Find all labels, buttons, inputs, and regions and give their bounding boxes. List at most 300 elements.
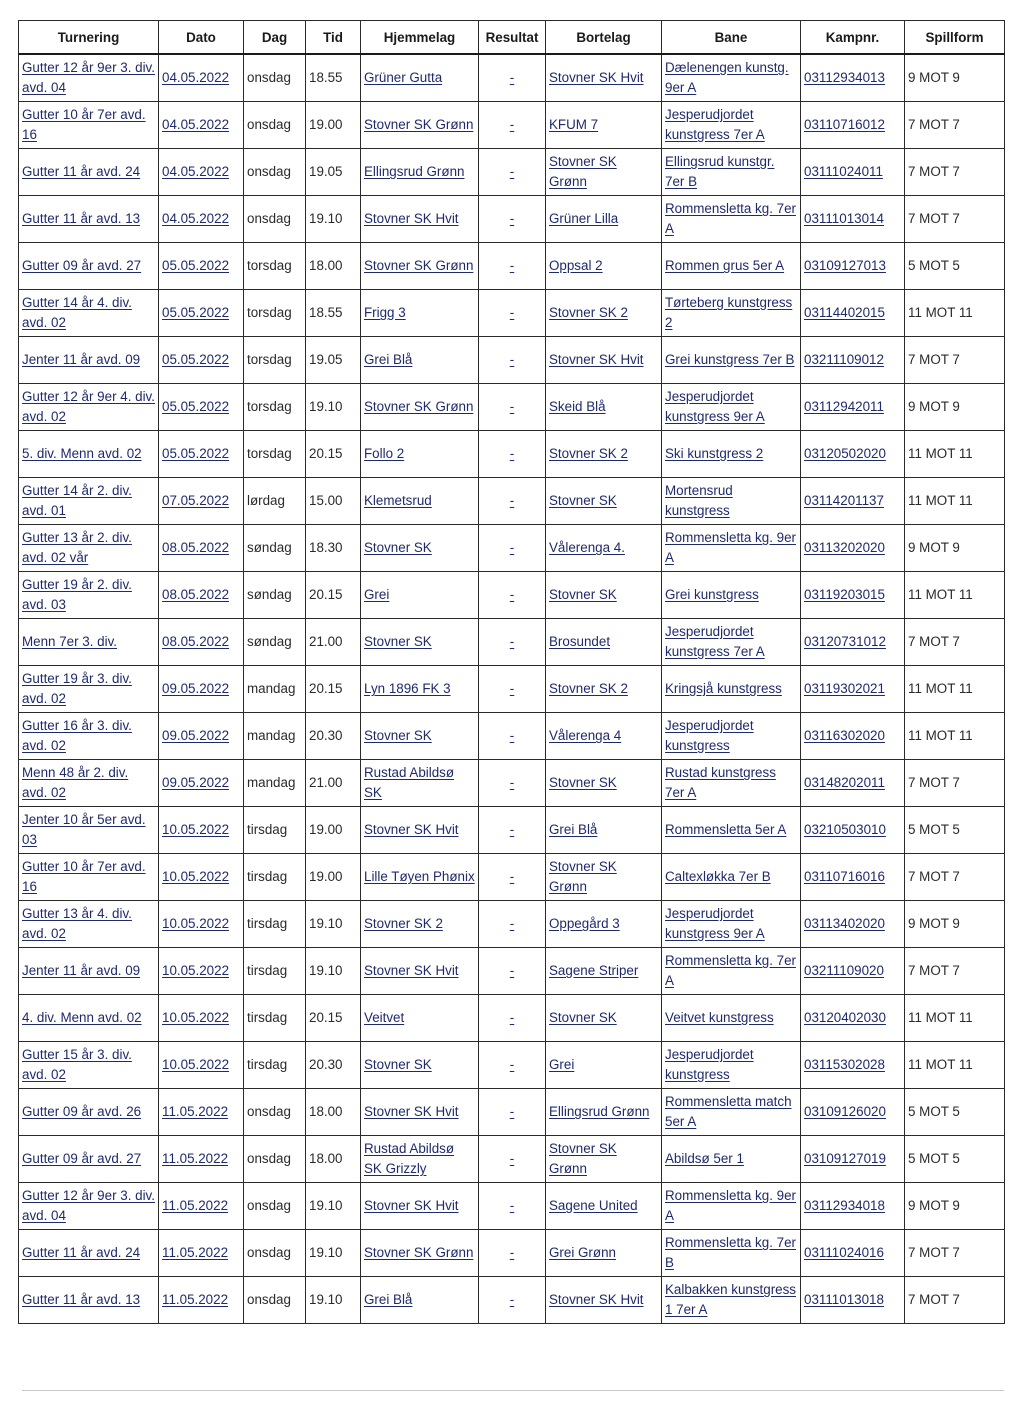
- tournament-link[interactable]: Gutter 11 år avd. 13: [22, 211, 141, 226]
- away-team-link[interactable]: Stovner SK 2: [549, 681, 628, 696]
- home-team-link[interactable]: Grei Blå: [364, 1292, 413, 1307]
- field-link[interactable]: Dælenengen kunstg. 9er A: [665, 60, 789, 95]
- result-link[interactable]: -: [509, 1151, 515, 1166]
- hjemmelag-cell: [361, 431, 479, 478]
- bane-cell: [662, 1136, 801, 1183]
- away-team-link[interactable]: Ellingsrud Grønn: [549, 1104, 650, 1119]
- bortelag-cell: [546, 337, 662, 384]
- kampnr-cell: [801, 337, 905, 384]
- date-link[interactable]: 10.05.2022: [162, 1057, 230, 1072]
- resultat-cell: [479, 995, 546, 1042]
- date-link[interactable]: 04.05.2022: [162, 164, 230, 179]
- home-team-link[interactable]: Stovner SK: [364, 634, 432, 649]
- kampnr-cell: [801, 572, 905, 619]
- tournament-link[interactable]: Gutter 19 år 2. div. avd. 03: [22, 577, 132, 612]
- date-link[interactable]: 04.05.2022: [162, 117, 230, 132]
- table-row: [19, 431, 1005, 478]
- tournament-link[interactable]: Jenter 11 år avd. 09: [22, 352, 141, 367]
- tournament-link[interactable]: Gutter 13 år 2. div. avd. 02 vår: [22, 530, 132, 565]
- kampnr-cell: [801, 384, 905, 431]
- dag-cell: torsdag: [244, 337, 306, 384]
- home-team-link[interactable]: Stovner SK Grønn: [364, 1245, 474, 1260]
- spillform-cell: 7 MOT 7: [905, 102, 1005, 149]
- field-link[interactable]: Rommensletta kg. 9er A: [665, 530, 796, 565]
- hjemmelag-cell: [361, 995, 479, 1042]
- away-team-link[interactable]: Stovner SK 2: [549, 305, 628, 320]
- away-team-link[interactable]: Stovner SK Grønn: [549, 859, 617, 894]
- away-team-link[interactable]: Grei: [549, 1057, 575, 1072]
- field-link[interactable]: Jesperudjordet kunstgress 7er A: [665, 107, 765, 142]
- field-link[interactable]: Veitvet kunstgress: [665, 1010, 774, 1025]
- field-link[interactable]: Kalbakken kunstgress 1 7er A: [665, 1282, 797, 1317]
- dato-cell: [159, 713, 244, 760]
- home-team-link[interactable]: Klemetsrud: [364, 493, 432, 508]
- resultat-cell: [479, 149, 546, 196]
- tournament-link[interactable]: Gutter 11 år avd. 24: [22, 164, 141, 179]
- spillform-cell: 9 MOT 9: [905, 1183, 1005, 1230]
- resultat-cell: [479, 196, 546, 243]
- home-team-link[interactable]: Stovner SK 2: [364, 916, 443, 931]
- match-number-link[interactable]: 03120402030: [804, 1010, 886, 1025]
- date-link[interactable]: 04.05.2022: [162, 211, 230, 226]
- match-number-link[interactable]: 03112934018: [804, 1198, 885, 1213]
- field-link[interactable]: Jesperudjordet kunstgress 9er A: [665, 389, 765, 424]
- match-number-link[interactable]: 03148202011: [804, 775, 885, 790]
- home-team-link[interactable]: Veitvet: [364, 1010, 405, 1025]
- dato-cell: [159, 54, 244, 102]
- kampnr-cell: [801, 243, 905, 290]
- field-link[interactable]: Mortensrud kunstgress: [665, 483, 733, 518]
- result-link[interactable]: -: [509, 211, 515, 226]
- tournament-link[interactable]: Gutter 19 år 3. div. avd. 02: [22, 671, 132, 706]
- spillform-cell: 5 MOT 5: [905, 1136, 1005, 1183]
- page-bottom-rule: [22, 1390, 1004, 1391]
- tid-cell: 20.15: [306, 995, 361, 1042]
- turnering-cell: [19, 1277, 159, 1324]
- result-link[interactable]: -: [509, 399, 515, 414]
- home-team-link[interactable]: Lyn 1896 FK 3: [364, 681, 451, 696]
- tournament-link[interactable]: Gutter 12 år 9er 4. div. avd. 02: [22, 389, 155, 424]
- result-link[interactable]: -: [509, 493, 515, 508]
- dag-cell: onsdag: [244, 149, 306, 196]
- dag-cell: tirsdag: [244, 948, 306, 995]
- resultat-cell: [479, 102, 546, 149]
- date-link[interactable]: 11.05.2022: [162, 1151, 229, 1166]
- hjemmelag-cell: [361, 1089, 479, 1136]
- bane-cell: [662, 854, 801, 901]
- field-link[interactable]: Rommensletta kg. 7er B: [665, 1235, 796, 1270]
- home-team-link[interactable]: Stovner SK Hvit: [364, 822, 459, 837]
- table-row: [19, 337, 1005, 384]
- hjemmelag-cell: [361, 243, 479, 290]
- field-link[interactable]: Grei kunstgress: [665, 587, 759, 602]
- away-team-link[interactable]: Brosundet: [549, 634, 611, 649]
- kampnr-cell: [801, 854, 905, 901]
- away-team-link[interactable]: Stovner SK: [549, 775, 617, 790]
- match-number-link[interactable]: 03109127019: [804, 1151, 886, 1166]
- field-link[interactable]: Rommen grus 5er A: [665, 258, 785, 273]
- away-team-link[interactable]: Grei Grønn: [549, 1245, 616, 1260]
- date-link[interactable]: 11.05.2022: [162, 1292, 229, 1307]
- match-number-link[interactable]: 03111013014: [804, 211, 884, 226]
- date-link[interactable]: 05.05.2022: [162, 446, 230, 461]
- field-link[interactable]: Rommensletta kg. 7er A: [665, 201, 796, 236]
- date-link[interactable]: 11.05.2022: [162, 1198, 229, 1213]
- tournament-link[interactable]: Menn 7er 3. div.: [22, 634, 118, 649]
- bane-cell: [662, 478, 801, 525]
- date-link[interactable]: 05.05.2022: [162, 258, 230, 273]
- tournament-link[interactable]: Gutter 09 år avd. 27: [22, 258, 142, 273]
- away-team-link[interactable]: Stovner SK: [549, 1010, 617, 1025]
- bane-cell: [662, 102, 801, 149]
- home-team-link[interactable]: Ellingsrud Grønn: [364, 164, 465, 179]
- date-link[interactable]: 10.05.2022: [162, 963, 230, 978]
- away-team-link[interactable]: Oppsal 2: [549, 258, 603, 273]
- resultat-cell: [479, 1136, 546, 1183]
- tournament-link[interactable]: Gutter 09 år avd. 26: [22, 1104, 142, 1119]
- field-link[interactable]: Caltexløkka 7er B: [665, 869, 771, 884]
- kampnr-cell: [801, 901, 905, 948]
- away-team-link[interactable]: Vålerenga 4: [549, 728, 622, 743]
- date-link[interactable]: 10.05.2022: [162, 916, 230, 931]
- tournament-link[interactable]: Gutter 15 år 3. div. avd. 02: [22, 1047, 132, 1082]
- resultat-cell: [479, 572, 546, 619]
- match-number-link[interactable]: 03115302028: [804, 1057, 885, 1072]
- col-header-tid: Tid: [306, 21, 361, 55]
- result-link[interactable]: -: [509, 1057, 515, 1072]
- match-number-link[interactable]: 03210503010: [804, 822, 886, 837]
- result-link[interactable]: -: [509, 822, 515, 837]
- match-number-link[interactable]: 03112934013: [804, 70, 885, 85]
- resultat-cell: [479, 1183, 546, 1230]
- dag-cell: mandag: [244, 713, 306, 760]
- table-row: [19, 760, 1005, 807]
- dato-cell: [159, 760, 244, 807]
- away-team-link[interactable]: Stovner SK 2: [549, 446, 628, 461]
- turnering-cell: [19, 54, 159, 102]
- result-link[interactable]: -: [509, 634, 515, 649]
- turnering-cell: [19, 149, 159, 196]
- match-number-link[interactable]: 03110716016: [804, 869, 885, 884]
- match-number-link[interactable]: 03111024011: [804, 164, 883, 179]
- tournament-link[interactable]: Gutter 10 år 7er avd. 16: [22, 859, 146, 894]
- away-team-link[interactable]: Stovner SK: [549, 587, 617, 602]
- date-link[interactable]: 08.05.2022: [162, 634, 230, 649]
- dag-cell: søndag: [244, 619, 306, 666]
- spillform-cell: 11 MOT 11: [905, 1042, 1005, 1089]
- bortelag-cell: [546, 196, 662, 243]
- away-team-link[interactable]: Grüner Lilla: [549, 211, 619, 226]
- result-link[interactable]: -: [509, 117, 515, 132]
- field-link[interactable]: Jesperudjordet kunstgress: [665, 718, 754, 753]
- field-link[interactable]: Ellingsrud kunstgr. 7er B: [665, 154, 775, 189]
- match-number-link[interactable]: 03211109020: [804, 963, 884, 978]
- field-link[interactable]: Kringsjå kunstgress: [665, 681, 782, 696]
- result-link[interactable]: -: [509, 305, 515, 320]
- field-link[interactable]: Abildsø 5er 1: [665, 1151, 744, 1166]
- col-header-dato: Dato: [159, 21, 244, 55]
- table-row: [19, 243, 1005, 290]
- date-link[interactable]: 07.05.2022: [162, 493, 230, 508]
- date-link[interactable]: 10.05.2022: [162, 822, 230, 837]
- home-team-link[interactable]: Lille Tøyen Phønix: [364, 869, 475, 884]
- result-link[interactable]: -: [509, 70, 515, 85]
- result-link[interactable]: -: [509, 446, 515, 461]
- date-link[interactable]: 05.05.2022: [162, 305, 230, 320]
- match-number-link[interactable]: 03109127013: [804, 258, 886, 273]
- hjemmelag-cell: [361, 713, 479, 760]
- bane-cell: [662, 196, 801, 243]
- home-team-link[interactable]: Grei: [364, 587, 390, 602]
- match-number-link[interactable]: 03114201137: [804, 493, 884, 508]
- dag-cell: onsdag: [244, 1183, 306, 1230]
- turnering-cell: [19, 1230, 159, 1277]
- tid-cell: 19.10: [306, 1183, 361, 1230]
- resultat-cell: [479, 1230, 546, 1277]
- home-team-link[interactable]: Grüner Gutta: [364, 70, 443, 85]
- field-link[interactable]: Rustad kunstgress 7er A: [665, 765, 776, 800]
- date-link[interactable]: 09.05.2022: [162, 775, 230, 790]
- spillform-cell: 11 MOT 11: [905, 478, 1005, 525]
- hjemmelag-cell: [361, 1230, 479, 1277]
- date-link[interactable]: 11.05.2022: [162, 1104, 229, 1119]
- home-team-link[interactable]: Frigg 3: [364, 305, 406, 320]
- bane-cell: [662, 1089, 801, 1136]
- match-number-link[interactable]: 03113402020: [804, 916, 885, 931]
- away-team-link[interactable]: Grei Blå: [549, 822, 598, 837]
- dag-cell: onsdag: [244, 102, 306, 149]
- hjemmelag-cell: [361, 572, 479, 619]
- table-row: [19, 1230, 1005, 1277]
- home-team-link[interactable]: Stovner SK Grønn: [364, 117, 474, 132]
- dag-cell: søndag: [244, 525, 306, 572]
- away-team-link[interactable]: Sagene Striper: [549, 963, 639, 978]
- tournament-link[interactable]: Jenter 11 år avd. 09: [22, 963, 141, 978]
- home-team-link[interactable]: Grei Blå: [364, 352, 413, 367]
- date-link[interactable]: 10.05.2022: [162, 869, 230, 884]
- date-link[interactable]: 11.05.2022: [162, 1245, 229, 1260]
- tournament-link[interactable]: Jenter 10 år 5er avd. 03: [22, 812, 146, 847]
- match-number-link[interactable]: 03111013018: [804, 1292, 884, 1307]
- match-number-link[interactable]: 03111024016: [804, 1245, 884, 1260]
- tid-cell: 19.10: [306, 948, 361, 995]
- hjemmelag-cell: [361, 384, 479, 431]
- kampnr-cell: [801, 478, 905, 525]
- result-link[interactable]: -: [509, 869, 515, 884]
- away-team-link[interactable]: Skeid Blå: [549, 399, 606, 414]
- tid-cell: 20.30: [306, 1042, 361, 1089]
- field-link[interactable]: Rommensletta match 5er A: [665, 1094, 792, 1129]
- field-link[interactable]: Rommensletta 5er A: [665, 822, 787, 837]
- date-link[interactable]: 10.05.2022: [162, 1010, 230, 1025]
- table-row: [19, 290, 1005, 337]
- tournament-link[interactable]: Menn 48 år 2. div. avd. 02: [22, 765, 129, 800]
- away-team-link[interactable]: KFUM 7: [549, 117, 599, 132]
- home-team-link[interactable]: Stovner SK Hvit: [364, 1104, 459, 1119]
- table-row: [19, 1089, 1005, 1136]
- away-team-link[interactable]: Stovner SK Grønn: [549, 154, 617, 189]
- tournament-link[interactable]: Gutter 09 år avd. 27: [22, 1151, 142, 1166]
- bortelag-cell: [546, 572, 662, 619]
- field-link[interactable]: Tørteberg kunstgress 2: [665, 295, 793, 330]
- result-link[interactable]: -: [509, 728, 515, 743]
- date-link[interactable]: 08.05.2022: [162, 540, 230, 555]
- resultat-cell: [479, 384, 546, 431]
- bane-cell: [662, 243, 801, 290]
- bortelag-cell: [546, 1136, 662, 1183]
- bortelag-cell: [546, 854, 662, 901]
- result-link[interactable]: -: [509, 1010, 515, 1025]
- bortelag-cell: [546, 1089, 662, 1136]
- hjemmelag-cell: [361, 290, 479, 337]
- date-link[interactable]: 08.05.2022: [162, 587, 230, 602]
- date-link[interactable]: 05.05.2022: [162, 399, 230, 414]
- result-link[interactable]: -: [509, 352, 515, 367]
- bortelag-cell: [546, 478, 662, 525]
- field-link[interactable]: Rommensletta kg. 9er A: [665, 1188, 796, 1223]
- tournament-link[interactable]: Gutter 11 år avd. 13: [22, 1292, 141, 1307]
- tournament-link[interactable]: Gutter 12 år 9er 3. div. avd. 04: [22, 1188, 155, 1223]
- dato-cell: [159, 666, 244, 713]
- home-team-link[interactable]: Stovner SK Grønn: [364, 399, 474, 414]
- tournament-link[interactable]: Gutter 12 år 9er 3. div. avd. 04: [22, 60, 155, 95]
- away-team-link[interactable]: Oppegård 3: [549, 916, 620, 931]
- match-number-link[interactable]: 03109126020: [804, 1104, 886, 1119]
- home-team-link[interactable]: Rustad Abildsø SK Grizzly: [364, 1141, 455, 1176]
- result-link[interactable]: -: [509, 775, 515, 790]
- kampnr-cell: [801, 948, 905, 995]
- dag-cell: søndag: [244, 572, 306, 619]
- result-link[interactable]: -: [509, 540, 515, 555]
- col-header-turnering: Turnering: [19, 21, 159, 55]
- hjemmelag-cell: [361, 901, 479, 948]
- tournament-link[interactable]: 4. div. Menn avd. 02: [22, 1010, 142, 1025]
- result-link[interactable]: -: [509, 1198, 515, 1213]
- field-link[interactable]: Jesperudjordet kunstgress: [665, 1047, 754, 1082]
- bortelag-cell: [546, 525, 662, 572]
- resultat-cell: [479, 619, 546, 666]
- home-team-link[interactable]: Stovner SK Hvit: [364, 1198, 459, 1213]
- home-team-link[interactable]: Follo 2: [364, 446, 405, 461]
- date-link[interactable]: 09.05.2022: [162, 681, 230, 696]
- away-team-link[interactable]: Stovner SK Grønn: [549, 1141, 617, 1176]
- field-link[interactable]: Jesperudjordet kunstgress 9er A: [665, 906, 765, 941]
- tournament-link[interactable]: Gutter 14 år 4. div. avd. 02: [22, 295, 132, 330]
- bortelag-cell: [546, 1277, 662, 1324]
- kampnr-cell: [801, 807, 905, 854]
- col-header-bane: Bane: [662, 21, 801, 55]
- home-team-link[interactable]: Rustad Abildsø SK: [364, 765, 455, 800]
- tid-cell: 18.00: [306, 243, 361, 290]
- table-row: [19, 713, 1005, 760]
- away-team-link[interactable]: Stovner SK Hvit: [549, 70, 644, 85]
- hjemmelag-cell: [361, 1183, 479, 1230]
- match-number-link[interactable]: 03116302020: [804, 728, 885, 743]
- away-team-link[interactable]: Stovner SK Hvit: [549, 1292, 644, 1307]
- dato-cell: [159, 102, 244, 149]
- away-team-link[interactable]: Stovner SK Hvit: [549, 352, 644, 367]
- result-link[interactable]: -: [509, 1104, 515, 1119]
- result-link[interactable]: -: [509, 1245, 515, 1260]
- bortelag-cell: [546, 713, 662, 760]
- result-link[interactable]: -: [509, 916, 515, 931]
- away-team-link[interactable]: Vålerenga 4.: [549, 540, 625, 555]
- match-number-link[interactable]: 03119203015: [804, 587, 885, 602]
- date-link[interactable]: 04.05.2022: [162, 70, 230, 85]
- tournament-link[interactable]: Gutter 10 år 7er avd. 16: [22, 107, 146, 142]
- tournament-link[interactable]: Gutter 11 år avd. 24: [22, 1245, 141, 1260]
- kampnr-cell: [801, 666, 905, 713]
- match-number-link[interactable]: 03114402015: [804, 305, 885, 320]
- match-number-link[interactable]: 03119302021: [804, 681, 885, 696]
- match-number-link[interactable]: 03211109012: [804, 352, 884, 367]
- dato-cell: [159, 1136, 244, 1183]
- home-team-link[interactable]: Stovner SK: [364, 540, 432, 555]
- date-link[interactable]: 09.05.2022: [162, 728, 230, 743]
- dato-cell: [159, 290, 244, 337]
- tid-cell: 19.00: [306, 854, 361, 901]
- tournament-link[interactable]: Gutter 14 år 2. div. avd. 01: [22, 483, 132, 518]
- result-link[interactable]: -: [509, 587, 515, 602]
- date-link[interactable]: 05.05.2022: [162, 352, 230, 367]
- tid-cell: 21.00: [306, 619, 361, 666]
- home-team-link[interactable]: Stovner SK Hvit: [364, 211, 459, 226]
- kampnr-cell: [801, 713, 905, 760]
- bortelag-cell: [546, 619, 662, 666]
- tid-cell: 19.10: [306, 384, 361, 431]
- tournament-link[interactable]: Gutter 13 år 4. div. avd. 02: [22, 906, 132, 941]
- match-number-link[interactable]: 03110716012: [804, 117, 885, 132]
- bane-cell: [662, 290, 801, 337]
- table-row: [19, 1042, 1005, 1089]
- result-link[interactable]: -: [509, 963, 515, 978]
- spillform-cell: 5 MOT 5: [905, 807, 1005, 854]
- result-link[interactable]: -: [509, 681, 515, 696]
- dag-cell: mandag: [244, 760, 306, 807]
- turnering-cell: [19, 384, 159, 431]
- match-number-link[interactable]: 03113202020: [804, 540, 885, 555]
- home-team-link[interactable]: Stovner SK Grønn: [364, 258, 474, 273]
- home-team-link[interactable]: Stovner SK Hvit: [364, 963, 459, 978]
- bane-cell: [662, 1183, 801, 1230]
- away-team-link[interactable]: Sagene United: [549, 1198, 638, 1213]
- result-link[interactable]: -: [509, 164, 515, 179]
- match-number-link[interactable]: 03120502020: [804, 446, 886, 461]
- tid-cell: 19.05: [306, 149, 361, 196]
- dag-cell: torsdag: [244, 431, 306, 478]
- tournament-link[interactable]: 5. div. Menn avd. 02: [22, 446, 142, 461]
- home-team-link[interactable]: Stovner SK: [364, 1057, 432, 1072]
- tournament-link[interactable]: Gutter 16 år 3. div. avd. 02: [22, 718, 132, 753]
- bane-cell: [662, 149, 801, 196]
- away-team-link[interactable]: Stovner SK: [549, 493, 617, 508]
- match-number-link[interactable]: 03120731012: [804, 634, 886, 649]
- result-link[interactable]: -: [509, 258, 515, 273]
- bortelag-cell: [546, 807, 662, 854]
- result-link[interactable]: -: [509, 1292, 515, 1307]
- home-team-link[interactable]: Stovner SK: [364, 728, 432, 743]
- field-link[interactable]: Grei kunstgress 7er B: [665, 352, 795, 367]
- field-link[interactable]: Ski kunstgress 2: [665, 446, 764, 461]
- dato-cell: [159, 807, 244, 854]
- dato-cell: [159, 1183, 244, 1230]
- match-number-link[interactable]: 03112942011: [804, 399, 884, 414]
- field-link[interactable]: Rommensletta kg. 7er A: [665, 953, 796, 988]
- resultat-cell: [479, 1089, 546, 1136]
- table-row: [19, 384, 1005, 431]
- field-link[interactable]: Jesperudjordet kunstgress 7er A: [665, 624, 765, 659]
- dato-cell: [159, 948, 244, 995]
